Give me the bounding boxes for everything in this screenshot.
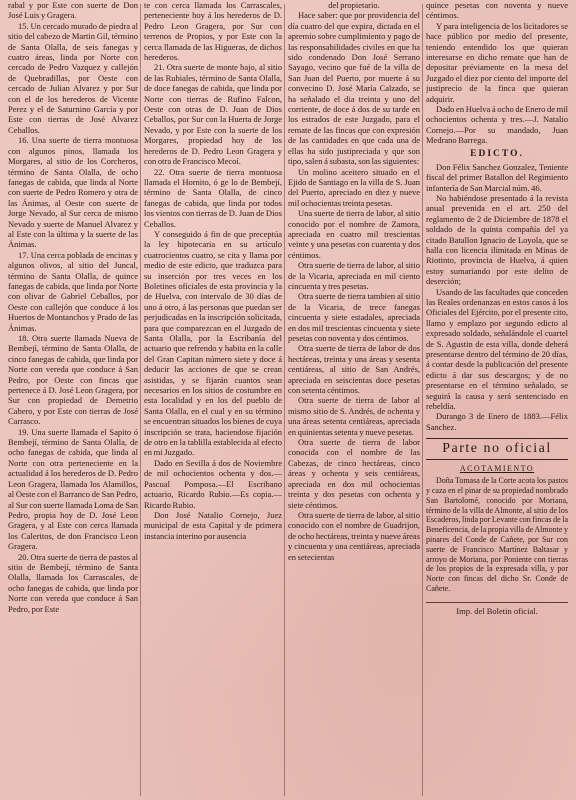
paragraph: del propietario. [328,0,380,10]
imprint-line: Imp. del Boletin oficial. [426,602,568,616]
paragraph: Otra suerte de tierra de labor de dos hectáreas, treinta y una áreas y sesenta centiáreas, al sitio de San Andrés, apreciada en seiscientas doce pesetas con setenta céntimos. [288,343,420,396]
paragraph: 21. Otra suerte de monte bajo, al sitio de las Rubiales, término de Santa Olalla, de doce fanegas de cabida, que linda por Norte con tierras de Rufino Falcon, Oeste con otras de D. Juan de Dios Ceballos, por Sur con la Huerta de Jorge Nevado, y por Este con la suerte de los Morgares, propiedad hoy de los herederos de D. Pedro Leon Gragera y con otra de Francisco Mecoí. [144,62,282,167]
column-2 [144,0,282,800]
edicto-heading: EDICTO. [470,148,524,159]
paragraph: Y conseguido á fin de que preceptúa la ley hipotecaria en su artículo cuatrocientos cuatro, se cita y llama por medio de este edicto, que traduzca para su inserción por tres veces en los Boletines oficiales de esta provincia y la de Huelva, con intervalo de 30 días de uno á otro, á las personas que puedan ser perjudicadas en la inscripción solicitada, para que comparezcan en el Juzgado de Santa Olalla, por la Escribanía del actuario que refrendo y habita en la calle del Gran Capitan número siete y doce á deducir las acciones de que se crean asistidas, y se fijarán cuantos sean necesarios en los sitios de costumbre en esta localidad y en los del pueblo de Santa Olalla, en el cual y en su término se encuentran situados los bienes de cuya inscripción se trata, haciendose fijación de otro en la tablilla establecida al efecto en mi Juzgado. [144,228,282,458]
paragraph: Hace saber: que por providencia del día cuatro del que expira, dictada en el apremio sobre cumplimiento y pago de las responsabilidades civiles en que ha sido condenado Don José Serrano Sayago, vecino que fué de la villa de San Juan del Puerto, por muerte á su convecino D. José María Calzado, se ha señalado el dia treinta y uno del corriente, de doce á dos de su tarde en los estrados de este Juzgado, para el remate de las fincas que con expresión de las cantidades en que cada una de ellas ha sido justipreciada y que son tipo, salen á subasta, son las siguientes: [288,10,420,167]
paragraph: 18. Otra suerte llamada Nueva de Bembejí, término de Santa Olalla, de cinco fanegas de cabida, que linda por Norte con vereda que conduce á San Pedro, por Oeste con fincas que pertenece á D. José Leon Gragera, por Sur con propiedad de Demetrio Cabero, y por Este con tierras de José Carrasco. [8,333,138,427]
paragraph: Don José Natalio Cornejo, Juez municipal de esta Capital y de primera instancia interino por ausencia [144,509,282,541]
paragraph: Otra suerte de tierra de labor, al sitio conocido con el nombre de Guadrijon, de ocho hectáreas, treinta y nueve áreas y cincuenta y una centiáreas, apreciada en setecientas [288,509,420,562]
paragraph: Un molino aceitero situado en el Ejido de Santiago en la villa de S. Juan del Puerto, apreciado en diez y nueve mil ochocientas treinta pesetas. [288,166,420,208]
column-4 [426,0,568,800]
paragraph: 17. Una cerca poblada de encinas y algunos olivos, al sitio del Juncal, término de Santa Olalla, de quince fanegas de cabida, que linda por Norte con olivar de Gabriel Ceballos, por Oeste con callejón que conduce á los Huertos de Montanchos y Prado de las Ánimas. [8,249,138,333]
paragraph: No habiéndose presentado á la revista anual prevenida en el art. 250 del reglamento de 2 de Diciembre de 1878 el soldado de la quinta compañía del ya citado Batallon Ignacio de Loyola, que se halla con licencia ilimitada en Minas de Riotinto, provincia de Huelva, á quien estoy sumariando por este delito de deserción; [426,192,568,287]
paragraph: Y para inteligencia de los licitadores se hace público por medio del presente, teniendo entendido los que quieran interesarse en dicho remate que han de depositar préviamente en la mesa del Juzgado el diez por ciento del importe del justiprecio de la finca que quieran adquirir. [426,20,568,104]
paragraph: Usando de las facultades que conceden las Reales ordenanzas en estos casos á los Oficiales del Ejército, por el presente cito, llamo y emplazo por segundo edicto al expresado soldado, señalándole el cuartel de S. Agustin de esta villa, donde deberá presentarse dentro del término de 20 días, á contar desde la publicación del presente edicto á dar sus descargos; y de no presentarse en el término señalado, se seguirá la causa y será sentenciado en rebeldía. [426,286,568,412]
column-divider [140,4,141,796]
paragraph: Otra suerte de tierra de labor al mismo sitio de S. Andrés, de ochenta y una áreas setenta centiáreas, apreciada en quinientas setenta y nueve pesetas. [288,395,420,437]
paragraph: te con cerca llamada los Carrascales, perteneciente hoy á los herederos de D. Pedro Leon Gragera, por Sur con terrenos de Propios, y por Este con la cerca llamada de las Higueras, de dichos herederos. [144,0,282,63]
column-divider [284,4,285,796]
paragraph: rabal y por Este con suerte de Don José Luis y Gragera. [8,0,138,21]
paragraph: Durango 3 de Enero de 1883.—Félix Sanchez. [426,411,568,432]
paragraph: 20. Otra suerte de tierra de pastos al sitio de Bembejí, término de Santa Olalla, llamada los Carrascales, de ocho fanegas de cabida, que linda por Norte con vereda que conduce á San Pedro, por Este [8,551,138,614]
paragraph: quince pesetas con noventa y nueve céntimos. [426,0,568,21]
paragraph: Doña Tomasa de la Corte acota los pastos y caza en el pinar de su propiedad nombrado San Bartolomé, conocido por Moriana, término de la villa de Almonte, al sitio de los Escaderos, linda por Levante con fincas de la Beneficencia, de la propia villa de Almonte y pinares del Conde de Cañete, por Sur con suerte de Francisco Martínez Baltasar y arroyo de Moriana, por Poniente con tierras de los propios de la expresada villa, y por Norte con fincas del dicho Sr. Conde de Cañete. [426,476,568,594]
paragraph: 22. Otra suerte de tierra montuosa llamada el Hornito, ó ge lo de Bembejí, término de Santa Olalla, de cinco fanegas de cabida, que linda por todos los vientos con tierras de D. Juan de Dios Ceballos. [144,166,282,229]
paragraph: Otra suerte de tierra de labor, al sitio de la Vicaria, apreciada en mil ciento cincuenta y tres pesetas. [288,260,420,291]
acotamiento-heading: ACOTAMIENTO [459,464,535,474]
paragraph: 15. Un cercado murado de piedra al sitio del cabezo de Martin Gil, término de Santa Olalla, de seis fanegas y cuatro áreas, linda por Norte con cercado de Pedro Vazquez y callejón de Quebradillas, por Oeste con cercado de Julian Alvarez y por Sur con el de los herederos de Vicente Perez y el de Saturnino García y por Este con tierras de José Alvarez Ceballos. [8,20,138,135]
section-title-parte-no-oficial: Parte no oficial [426,438,568,460]
paragraph: Don Félix Sanchez Gonzalez, Teniente fiscal del primer Batallon del Regimiento infantería de San Marcial núm. 46. [426,161,568,193]
paragraph: 19. Una suerte llamada el Sapito ó Bembejí, término de Santa Olalla, de ocho fanegas de cabida, que linda al Norte con otra perteneciente en la actualidad á los herederos de D. Pedro Leon Gragera, llamada los Alamillos, al Oeste con el Barranco de San Pedro, al Sur con suerte llamada Loma de San Pedro, propia hoy de D. José Leon Gragera, y al Este con cerca llamada los Caleritos, de don Francisco Leon Gragera. [8,426,138,552]
column-1 [8,0,138,800]
paragraph: Dado en Sevilla á dos de Noviembre de mil ochocientos ochenta y dos.—Pascual Pomposa.—El Escribano actuario, Ricardo Rubio.—Es copia.—Ricardo Rubio. [144,457,282,510]
paragraph: Otra suerte de tierra de labor conocida con el nombre de las Cabezas, de cinco hectáreas, cinco áreas y ochenta y seis centiáreas, apreciada en dos mil ochocientas treinta y dos pesetas con ochenta y siete céntimos. [288,437,420,510]
paragraph: Otra suerte de tierra tambien al sitio de la Vicaria, de trece fanegas cincuenta y siete estadales, apreciada en dos mil trescientas cincuenta y siete pesetas con noventa y dos céntimos. [288,291,420,343]
paragraph: 16. Una suerte de tierra montuosa con algunos pinos, llamada los Morgares, al sitio de los Corcheros, término de Santa Olalla, de ocho fanegas de cabida, que linda al Norte con suerte de Pedro Romero y otra de las Ánimas, al Oeste con suerte de Jorge Nevado, al Sur cerca de mismo Nevado y suerte de Manuel Alvarez y al Este con la última y la suerte de las Ánimas. [8,135,138,250]
column-divider [422,4,423,796]
paragraph: Una suerte de tierra de labor, al sitio conocido por el nombre de Zamora, apreciada en cuatro mil trescientas veinte y una pesetas con cuarenta y dos céntimos. [288,208,420,260]
paragraph: Dado en Huelva á ocho de Enero de mil ochocientos ochenta y tres.—J. Natalio Cornejo.—Por su mandado, Juan Medrano Barrega. [426,104,568,146]
column-3 [288,0,420,800]
